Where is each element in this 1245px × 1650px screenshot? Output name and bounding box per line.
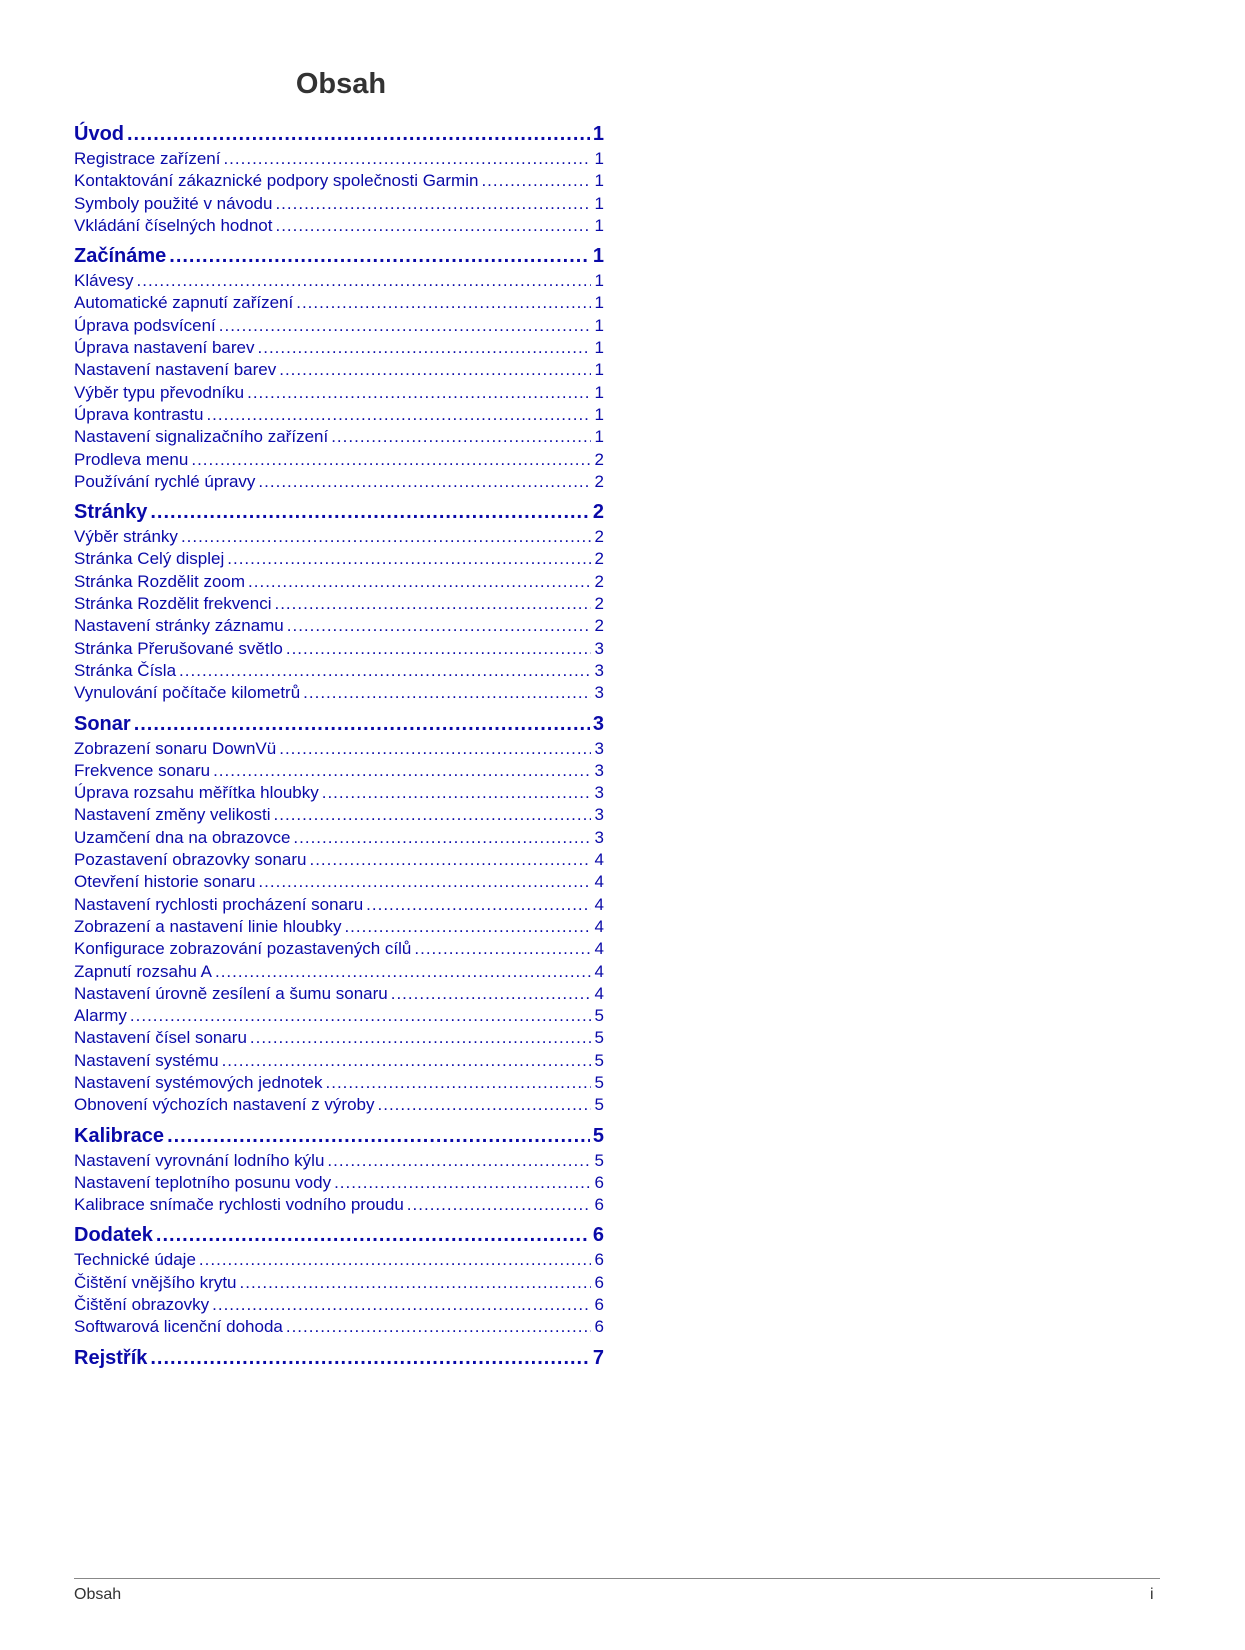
dot-leader bbox=[326, 1072, 591, 1094]
toc-entry[interactable] bbox=[74, 961, 604, 983]
dot-leader bbox=[275, 215, 591, 237]
toc-entry-label: Obnovení výchozích nastavení z výroby bbox=[74, 1095, 375, 1115]
toc-entry[interactable] bbox=[74, 682, 604, 704]
toc-entry[interactable] bbox=[74, 170, 604, 192]
toc-heading[interactable] bbox=[74, 120, 604, 148]
footer-section-name: Obsah bbox=[74, 1586, 122, 1603]
toc-entry[interactable] bbox=[74, 1050, 604, 1072]
dot-leader bbox=[179, 660, 591, 682]
dot-leader bbox=[331, 426, 591, 448]
toc-entry-page-number: 3 bbox=[594, 783, 604, 803]
toc-entry-page-number: 2 bbox=[594, 594, 604, 614]
dot-leader bbox=[219, 315, 591, 337]
toc-heading-page-number: 5 bbox=[592, 1124, 604, 1147]
dot-leader bbox=[222, 1050, 591, 1072]
dot-leader bbox=[215, 961, 591, 983]
toc-entry[interactable] bbox=[74, 638, 604, 660]
toc-entry-label: Otevření historie sonaru bbox=[74, 872, 256, 892]
dot-leader bbox=[213, 760, 591, 782]
toc-entry-page-number: 1 bbox=[594, 193, 604, 213]
dot-leader bbox=[167, 1122, 590, 1150]
toc-entry[interactable] bbox=[74, 1294, 604, 1316]
toc-entry-label: Čištění obrazovky bbox=[74, 1295, 210, 1315]
toc-entry[interactable] bbox=[74, 760, 604, 782]
toc-entry-label: Nastavení nastavení barev bbox=[74, 360, 277, 380]
dot-leader bbox=[240, 1272, 591, 1294]
toc-entry-label: Technické údaje bbox=[74, 1250, 196, 1270]
toc-entry-label: Nastavení signalizačního zařízení bbox=[74, 427, 329, 447]
toc-entry[interactable] bbox=[74, 382, 604, 404]
toc-entry-page-number: 1 bbox=[594, 271, 604, 291]
toc-entry[interactable] bbox=[74, 660, 604, 682]
toc-entry-page-number: 4 bbox=[594, 850, 604, 870]
toc-entry-label: Zobrazení a nastavení linie hloubky bbox=[74, 916, 342, 936]
toc-entry[interactable] bbox=[74, 894, 604, 916]
toc-entry[interactable] bbox=[74, 1172, 604, 1194]
dot-leader bbox=[137, 270, 591, 292]
dot-leader bbox=[248, 571, 591, 593]
toc-entry-page-number: 1 bbox=[594, 215, 604, 235]
toc-entry-label: Nastavení úrovně zesílení a šumu sonaru bbox=[74, 983, 388, 1003]
dot-leader bbox=[258, 337, 592, 359]
dot-leader bbox=[334, 1172, 591, 1194]
dot-leader bbox=[150, 1344, 590, 1372]
toc-entry-label: Softwarová licenční dohoda bbox=[74, 1317, 283, 1337]
footer-page-number: i bbox=[1150, 1586, 1154, 1603]
dot-leader bbox=[127, 120, 590, 148]
toc-entry[interactable] bbox=[74, 337, 604, 359]
toc-section bbox=[74, 120, 604, 237]
dot-leader bbox=[258, 871, 591, 893]
toc-entry-page-number: 3 bbox=[594, 805, 604, 825]
toc-heading[interactable] bbox=[74, 1344, 604, 1372]
toc-heading-page-number: 2 bbox=[592, 501, 604, 524]
toc-entry-label: Stránka Celý displej bbox=[74, 549, 225, 569]
toc-entry-page-number: 4 bbox=[594, 939, 604, 959]
dot-leader bbox=[303, 682, 591, 704]
toc-entry-label: Zapnutí rozsahu A bbox=[74, 961, 212, 981]
toc-entry[interactable] bbox=[74, 1194, 604, 1216]
toc-entry-page-number: 3 bbox=[594, 638, 604, 658]
dot-leader bbox=[274, 804, 591, 826]
dot-leader bbox=[366, 894, 591, 916]
dot-leader bbox=[169, 242, 590, 270]
toc-entry[interactable] bbox=[74, 1005, 604, 1027]
dot-leader bbox=[134, 710, 590, 738]
dot-leader bbox=[309, 849, 591, 871]
toc-entry-label: Vynulování počítače kilometrů bbox=[74, 683, 301, 703]
toc-entry-page-number: 5 bbox=[594, 1028, 604, 1048]
table-of-contents bbox=[74, 120, 604, 1377]
toc-entry-page-number: 4 bbox=[594, 961, 604, 981]
toc-entry-label: Kontaktování zákaznické podpory společnosti Garmin bbox=[74, 171, 479, 191]
toc-entry[interactable] bbox=[74, 1150, 604, 1172]
toc-heading[interactable] bbox=[74, 1221, 604, 1249]
toc-entry-page-number: 1 bbox=[594, 293, 604, 313]
toc-entry[interactable] bbox=[74, 1072, 604, 1094]
dot-leader bbox=[227, 548, 591, 570]
toc-entry[interactable] bbox=[74, 404, 604, 426]
toc-entry[interactable] bbox=[74, 292, 604, 314]
toc-section bbox=[74, 1122, 604, 1217]
toc-entry-label: Nastavení systému bbox=[74, 1050, 219, 1070]
toc-entry[interactable] bbox=[74, 359, 604, 381]
toc-entry[interactable] bbox=[74, 315, 604, 337]
toc-entry[interactable] bbox=[74, 449, 604, 471]
toc-entry-page-number: 6 bbox=[594, 1172, 604, 1192]
toc-entry-page-number: 3 bbox=[594, 827, 604, 847]
toc-entry[interactable] bbox=[74, 426, 604, 448]
toc-entry-page-number: 2 bbox=[594, 527, 604, 547]
toc-entry[interactable] bbox=[74, 849, 604, 871]
toc-entry-page-number: 5 bbox=[594, 1050, 604, 1070]
toc-entry-label: Úprava rozsahu měřítka hloubky bbox=[74, 783, 319, 803]
toc-entry-label: Konfigurace zobrazování pozastavených cílů bbox=[74, 939, 412, 959]
dot-leader bbox=[407, 1194, 591, 1216]
dot-leader bbox=[296, 292, 591, 314]
toc-entry-page-number: 6 bbox=[594, 1317, 604, 1337]
toc-entry-page-number: 3 bbox=[594, 760, 604, 780]
dot-leader bbox=[250, 1027, 591, 1049]
toc-entry-label: Čištění vnějšího krytu bbox=[74, 1272, 237, 1292]
toc-entry-label: Pozastavení obrazovky sonaru bbox=[74, 850, 307, 870]
toc-entry-label: Alarmy bbox=[74, 1006, 127, 1026]
toc-entry-label: Kalibrace snímače rychlosti vodního proudu bbox=[74, 1195, 404, 1215]
dot-leader bbox=[275, 193, 591, 215]
toc-entry-page-number: 5 bbox=[594, 1150, 604, 1170]
toc-entry[interactable] bbox=[74, 615, 604, 637]
toc-entry[interactable] bbox=[74, 548, 604, 570]
dot-leader bbox=[286, 1316, 591, 1338]
toc-heading-label: Rejstřík bbox=[74, 1346, 148, 1369]
toc-entry-label: Vkládání číselných hodnot bbox=[74, 215, 273, 235]
toc-entry[interactable] bbox=[74, 916, 604, 938]
toc-entry-page-number: 6 bbox=[594, 1272, 604, 1292]
toc-entry-page-number: 1 bbox=[594, 171, 604, 191]
toc-entry-page-number: 2 bbox=[594, 549, 604, 569]
toc-entry[interactable] bbox=[74, 526, 604, 548]
toc-entry[interactable] bbox=[74, 571, 604, 593]
toc-heading-label: Stránky bbox=[74, 501, 148, 524]
toc-heading-label: Začínáme bbox=[74, 245, 167, 268]
dot-leader bbox=[130, 1005, 591, 1027]
toc-entry-page-number: 2 bbox=[594, 571, 604, 591]
toc-heading-label: Kalibrace bbox=[74, 1124, 165, 1147]
toc-entry-page-number: 3 bbox=[594, 683, 604, 703]
dot-leader bbox=[181, 526, 591, 548]
footer-divider bbox=[74, 1578, 1160, 1579]
toc-entry-label: Nastavení čísel sonaru bbox=[74, 1028, 247, 1048]
toc-entry[interactable] bbox=[74, 148, 604, 170]
toc-entry-label: Úprava nastavení barev bbox=[74, 338, 255, 358]
toc-heading[interactable] bbox=[74, 1122, 604, 1150]
toc-entry-label: Nastavení změny velikosti bbox=[74, 805, 271, 825]
toc-entry[interactable] bbox=[74, 1027, 604, 1049]
toc-entry-label: Nastavení systémových jednotek bbox=[74, 1072, 323, 1092]
toc-entry[interactable] bbox=[74, 782, 604, 804]
toc-entry[interactable] bbox=[74, 1094, 604, 1116]
toc-entry-label: Frekvence sonaru bbox=[74, 760, 211, 780]
toc-entry-label: Úprava kontrastu bbox=[74, 404, 204, 424]
dot-leader bbox=[293, 827, 591, 849]
toc-entry-page-number: 6 bbox=[594, 1295, 604, 1315]
dot-leader bbox=[191, 449, 591, 471]
toc-entry[interactable] bbox=[74, 738, 604, 760]
toc-entry-label: Nastavení vyrovnání lodního kýlu bbox=[74, 1150, 325, 1170]
dot-leader bbox=[247, 382, 591, 404]
toc-heading-label: Dodatek bbox=[74, 1224, 153, 1247]
dot-leader bbox=[279, 359, 591, 381]
toc-section bbox=[74, 710, 604, 1117]
toc-entry-label: Stránka Přerušované světlo bbox=[74, 638, 283, 658]
toc-entry-label: Stránka Rozdělit frekvenci bbox=[74, 594, 272, 614]
dot-leader bbox=[378, 1094, 592, 1116]
dot-leader bbox=[414, 938, 591, 960]
page-title: Obsah bbox=[295, 68, 387, 100]
toc-entry-page-number: 3 bbox=[594, 738, 604, 758]
dot-leader bbox=[327, 1150, 591, 1172]
toc-entry[interactable] bbox=[74, 1316, 604, 1338]
dot-leader bbox=[156, 1221, 590, 1249]
toc-entry-label: Stránka Rozdělit zoom bbox=[74, 571, 246, 591]
toc-heading[interactable] bbox=[74, 498, 604, 526]
dot-leader bbox=[279, 738, 591, 760]
toc-entry-page-number: 5 bbox=[594, 1095, 604, 1115]
toc-entry-label: Prodleva menu bbox=[74, 449, 189, 469]
dot-leader bbox=[481, 170, 591, 192]
toc-section bbox=[74, 1344, 604, 1372]
toc-entry[interactable] bbox=[74, 938, 604, 960]
toc-entry-label: Registrace zařízení bbox=[74, 149, 221, 168]
toc-entry-page-number: 1 bbox=[594, 404, 604, 424]
toc-heading-page-number: 7 bbox=[592, 1346, 604, 1369]
toc-entry-label: Nastavení stránky záznamu bbox=[74, 616, 284, 636]
toc-entry-page-number: 5 bbox=[594, 1072, 604, 1092]
toc-entry-page-number: 1 bbox=[594, 360, 604, 380]
toc-entry-page-number: 1 bbox=[594, 382, 604, 402]
toc-entry[interactable] bbox=[74, 215, 604, 237]
dot-leader bbox=[286, 638, 591, 660]
toc-entry-label: Úprava podsvícení bbox=[74, 315, 216, 335]
toc-section bbox=[74, 242, 604, 493]
toc-entry[interactable] bbox=[74, 471, 604, 493]
toc-entry-page-number: 3 bbox=[594, 660, 604, 680]
toc-entry-page-number: 6 bbox=[594, 1250, 604, 1270]
toc-heading-page-number: 1 bbox=[592, 245, 604, 268]
dot-leader bbox=[287, 615, 591, 637]
dot-leader bbox=[199, 1249, 591, 1271]
toc-entry[interactable] bbox=[74, 593, 604, 615]
toc-entry-page-number: 6 bbox=[594, 1195, 604, 1215]
dot-leader bbox=[258, 471, 591, 493]
toc-entry-page-number: 1 bbox=[594, 315, 604, 335]
toc-heading[interactable] bbox=[74, 710, 604, 738]
toc-heading-label: Sonar bbox=[74, 712, 131, 735]
toc-entry[interactable] bbox=[74, 804, 604, 826]
toc-entry-page-number: 5 bbox=[594, 1006, 604, 1026]
dot-leader bbox=[223, 148, 591, 170]
toc-entry-page-number: 1 bbox=[594, 149, 604, 168]
dot-leader bbox=[274, 593, 591, 615]
toc-entry[interactable] bbox=[74, 193, 604, 215]
toc-entry-label: Nastavení teplotního posunu vody bbox=[74, 1172, 332, 1192]
toc-heading-page-number: 6 bbox=[592, 1224, 604, 1247]
dot-leader bbox=[206, 404, 591, 426]
toc-entry-page-number: 2 bbox=[594, 449, 604, 469]
dot-leader bbox=[212, 1294, 591, 1316]
toc-heading[interactable] bbox=[74, 242, 604, 270]
toc-entry[interactable] bbox=[74, 1272, 604, 1294]
toc-entry-label: Zobrazení sonaru DownVü bbox=[74, 738, 277, 758]
toc-entry-label: Symboly použité v návodu bbox=[74, 193, 273, 213]
toc-entry-label: Automatické zapnutí zařízení bbox=[74, 293, 294, 313]
toc-entry[interactable] bbox=[74, 827, 604, 849]
toc-entry[interactable] bbox=[74, 270, 604, 292]
toc-entry-page-number: 4 bbox=[594, 916, 604, 936]
toc-entry-label: Uzamčení dna na obrazovce bbox=[74, 827, 291, 847]
toc-entry-page-number: 4 bbox=[594, 894, 604, 914]
toc-entry-page-number: 4 bbox=[594, 983, 604, 1003]
toc-heading-page-number: 3 bbox=[592, 712, 604, 735]
toc-section bbox=[74, 1221, 604, 1338]
toc-entry-page-number: 1 bbox=[594, 338, 604, 358]
toc-entry[interactable] bbox=[74, 983, 604, 1005]
toc-entry-page-number: 2 bbox=[594, 616, 604, 636]
toc-entry-label: Používání rychlé úpravy bbox=[74, 471, 256, 491]
toc-entry-label: Stránka Čísla bbox=[74, 660, 177, 680]
toc-entry-page-number: 4 bbox=[594, 872, 604, 892]
toc-section bbox=[74, 498, 604, 704]
toc-entry-label: Výběr stránky bbox=[74, 527, 178, 547]
toc-entry-page-number: 2 bbox=[594, 471, 604, 491]
dot-leader bbox=[344, 916, 591, 938]
dot-leader bbox=[322, 782, 591, 804]
toc-entry-label: Výběr typu převodníku bbox=[74, 382, 245, 402]
toc-heading-label: Úvod bbox=[74, 123, 124, 145]
toc-entry-label: Klávesy bbox=[74, 271, 134, 291]
toc-heading-page-number: 1 bbox=[592, 123, 604, 145]
toc-entry-label: Nastavení rychlosti procházení sonaru bbox=[74, 894, 364, 914]
dot-leader bbox=[150, 498, 590, 526]
dot-leader bbox=[391, 983, 591, 1005]
toc-entry[interactable] bbox=[74, 1249, 604, 1271]
toc-entry-page-number: 1 bbox=[594, 427, 604, 447]
toc-entry[interactable] bbox=[74, 871, 604, 893]
